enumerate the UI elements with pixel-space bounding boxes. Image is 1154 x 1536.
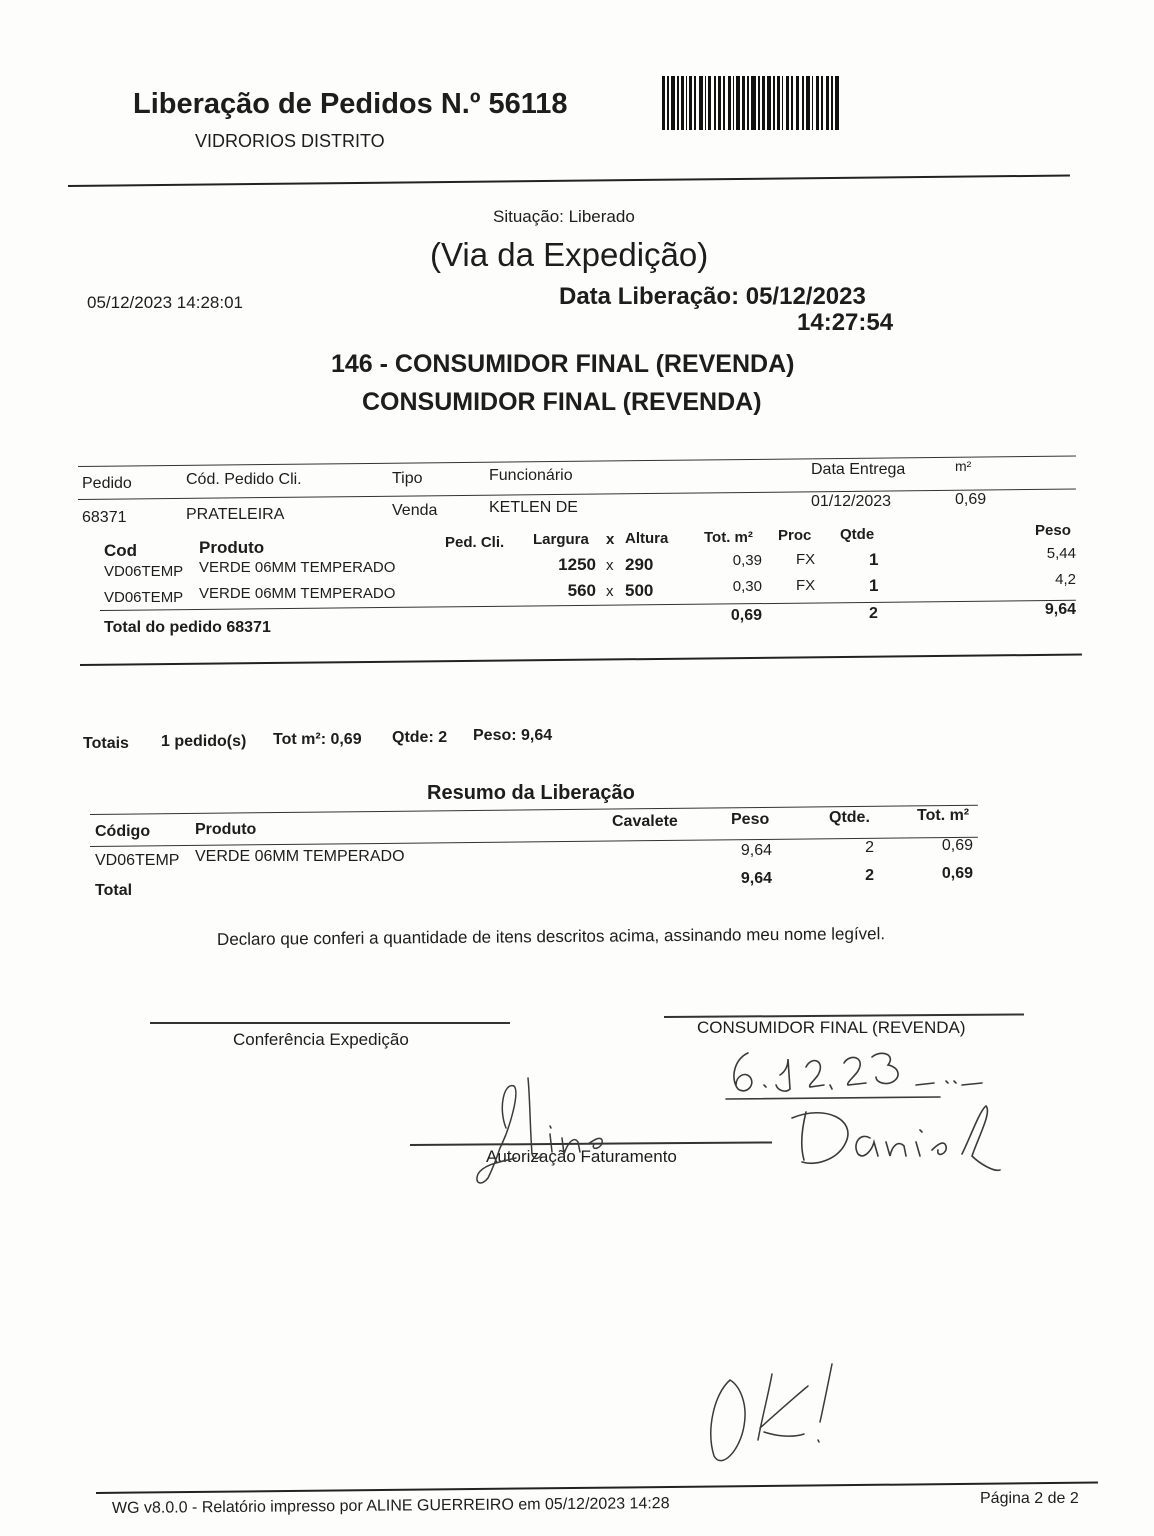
handwritten-ok-signature (700, 1360, 840, 1470)
header-divider (68, 175, 1070, 187)
item-qtde: 1 (869, 550, 879, 569)
order-m2: 0,69 (955, 491, 987, 508)
totals-peso: Peso: 9,64 (473, 727, 553, 744)
order-total-label: Total do pedido 68371 (104, 619, 271, 636)
resumo-qtde: 2 (865, 839, 874, 856)
barcode (662, 76, 840, 130)
footer-printed-by: WG v8.0.0 - Relatório impresso por ALINE GUERREIRO em 05/12/2023 14:28 (111, 1495, 670, 1517)
item-qtde: 1 (869, 576, 879, 595)
resumo-codigo: VD06TEMP (95, 852, 180, 869)
order-pedido: 68371 (82, 509, 127, 526)
item-altura: 290 (625, 555, 654, 574)
col-pedido: Pedido (82, 475, 132, 492)
declaration-text: Declaro que conferi a quantidade de itens descritos acima, assinando meu nome legível. (216, 924, 886, 949)
order-total-peso: 9,64 (1044, 601, 1076, 618)
order-table-top-line (78, 456, 1076, 467)
item-peso: 5,44 (1046, 545, 1076, 562)
consumidor-label: CONSUMIDOR FINAL (REVENDA) (697, 1018, 966, 1037)
handwritten-aline-signature (470, 1068, 620, 1193)
resumo-total-peso: 9,64 (740, 870, 772, 887)
item-x: x (606, 583, 614, 600)
conferencia-signature-line (150, 1022, 510, 1024)
handwritten-name-signature (786, 1098, 1006, 1178)
data-liberacao-time: 14:27:54 (797, 309, 894, 336)
item-tot-m2: 0,30 (732, 578, 762, 595)
col-data-entrega: Data Entrega (811, 461, 906, 478)
col-m2: m² (955, 458, 972, 474)
data-liberacao-date: 05/12/2023 (745, 283, 866, 310)
order-cod-pedido-cli: PRATELEIRA (186, 506, 285, 523)
item-cod: VD06TEMP (104, 563, 184, 580)
company-name: VIDRORIOS DISTRITO (195, 131, 385, 151)
col-ped-cli: Ped. Cli. (445, 534, 505, 551)
conferencia-label: Conferência Expedição (233, 1030, 409, 1049)
col-largura: Largura (533, 531, 589, 548)
resumo-title: Resumo da Liberação (427, 782, 635, 804)
col-funcionario: Funcionário (489, 467, 573, 484)
item-peso: 4,2 (1055, 571, 1076, 588)
col-x: x (606, 531, 615, 548)
col-tipo: Tipo (392, 470, 423, 487)
resumo-produto: VERDE 06MM TEMPERADO (195, 848, 405, 865)
col-tot-m2: Tot. m² (704, 529, 753, 546)
order-total-tot-m2: 0,69 (730, 607, 762, 624)
totals-label: Totais (83, 735, 129, 752)
data-liberacao-label: Data Liberação: (559, 283, 740, 310)
resumo-tot-m2: 0,69 (941, 837, 973, 854)
resumo-col-peso: Peso (731, 811, 770, 828)
print-datetime: 05/12/2023 14:28:01 (87, 293, 243, 312)
col-cod: Cod (104, 541, 138, 560)
resumo-total-tot-m2: 0,69 (941, 865, 973, 882)
col-peso: Peso (1035, 522, 1071, 539)
item-proc: FX (796, 577, 816, 594)
item-largura: 560 (567, 581, 596, 600)
item-largura: 1250 (558, 555, 596, 574)
col-qtde: Qtde (840, 526, 875, 543)
item-produto: VERDE 06MM TEMPERADO (199, 559, 396, 576)
item-produto: VERDE 06MM TEMPERADO (199, 585, 396, 602)
totals-pedidos: 1 pedido(s) (161, 733, 247, 750)
resumo-peso: 9,64 (740, 842, 772, 859)
client-line-1: 146 - CONSUMIDOR FINAL (REVENDA) (331, 350, 795, 378)
resumo-col-qtde: Qtde. (829, 809, 870, 826)
situacao: Situação: Liberado (493, 207, 635, 226)
order-table-bottom-line (80, 654, 1082, 666)
footer-page-number: Página 2 de 2 (980, 1490, 1079, 1507)
autorizacao-label: Autorização Faturamento (486, 1147, 677, 1166)
col-proc: Proc (778, 527, 812, 544)
item-tot-m2: 0,39 (732, 552, 762, 569)
resumo-col-produto: Produto (195, 821, 257, 838)
item-x: x (606, 557, 614, 574)
resumo-total-label: Total (95, 882, 133, 899)
order-data-entrega: 01/12/2023 (811, 493, 892, 510)
col-altura: Altura (625, 530, 669, 547)
col-cod-pedido-cli: Cód. Pedido Cli. (186, 471, 302, 488)
totals-qtde: Qtde: 2 (392, 729, 448, 746)
handwritten-date-signature (720, 1045, 990, 1105)
item-altura: 500 (625, 581, 654, 600)
footer-divider (96, 1482, 1098, 1494)
resumo-total-qtde: 2 (865, 867, 874, 884)
item-cod: VD06TEMP (104, 589, 184, 606)
document-title: Liberação de Pedidos N.º 56118 (133, 88, 568, 120)
order-tipo: Venda (392, 502, 438, 519)
resumo-col-cavalete: Cavalete (612, 813, 678, 830)
totals-tot-m2: Tot m²: 0,69 (273, 731, 362, 748)
resumo-col-codigo: Código (95, 823, 151, 840)
via-label: (Via da Expedição) (430, 236, 709, 273)
col-produto: Produto (199, 538, 265, 557)
item-proc: FX (796, 551, 816, 568)
resumo-col-tot-m2: Tot. m² (917, 807, 970, 824)
order-funcionario: KETLEN DE (489, 499, 578, 516)
data-liberacao (559, 283, 866, 311)
order-total-qtde: 2 (869, 605, 878, 622)
client-line-2: CONSUMIDOR FINAL (REVENDA) (362, 388, 762, 416)
